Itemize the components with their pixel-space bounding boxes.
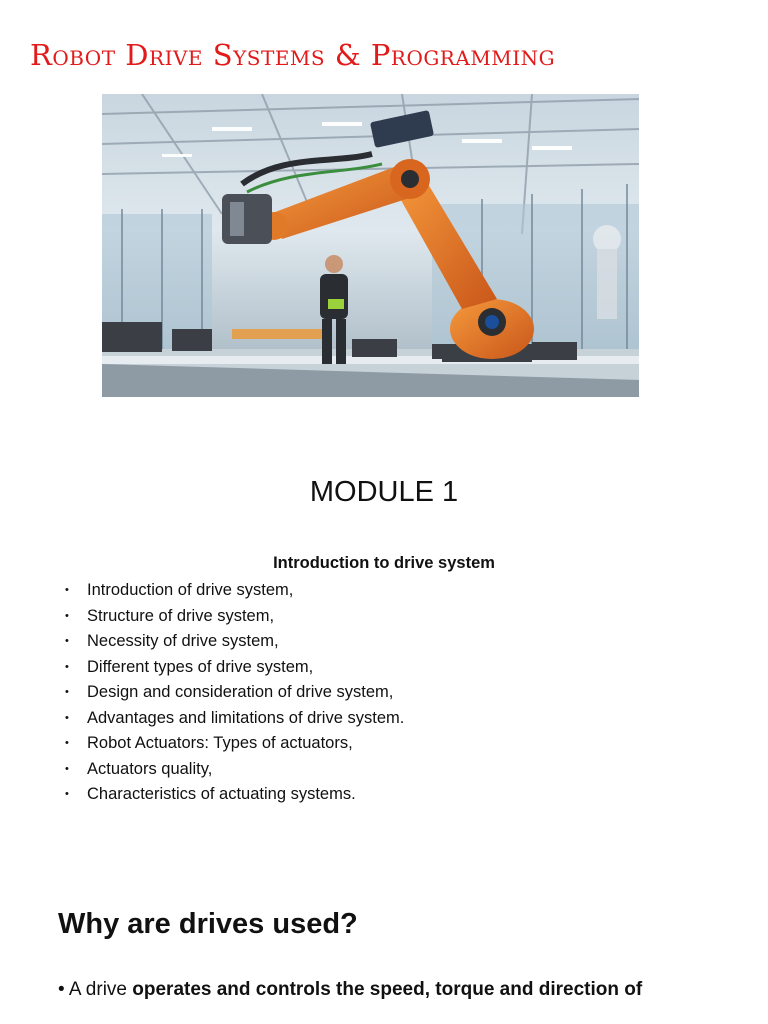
document-title: Robot Drive Systems & Programming [30, 38, 556, 72]
topic-list [62, 578, 404, 808]
list-item: • Introduction of drive system, [62, 578, 404, 604]
list-item: • Actuators quality, [62, 757, 404, 783]
bullet-icon: • [65, 635, 69, 647]
drive-description-bold: operates and controls the speed, torque and direction of [132, 979, 643, 1000]
list-item: • Characteristics of actuating systems. [62, 782, 404, 808]
bullet-icon: • [65, 686, 69, 698]
drive-description: • A drive operates and controls the speed, torque and direction of [58, 979, 643, 1000]
bullet-icon: • [65, 711, 69, 724]
bullet-icon: • [65, 609, 69, 622]
section-subheading: Introduction to drive system [273, 554, 495, 572]
robot-arm-photo [102, 94, 639, 397]
list-item: • Design and consideration of drive system, [62, 680, 404, 706]
list-item: • Advantages and limitations of drive system. [62, 706, 404, 732]
module-label: MODULE 1 [309, 476, 459, 508]
bullet-icon: • [58, 979, 65, 1000]
list-item: • Robot Actuators: Types of actuators, [62, 731, 404, 757]
list-item: • Different types of drive system, [62, 655, 404, 681]
why-heading: Why are drives used? [58, 908, 358, 940]
list-item: • Necessity of drive system, [62, 629, 404, 655]
bullet-icon: • [65, 584, 69, 596]
list-item: • Structure of drive system, [62, 604, 404, 630]
bullet-icon: • [65, 660, 69, 673]
bullet-icon: • [65, 737, 69, 749]
bullet-icon: • [65, 788, 69, 800]
bullet-icon: • [65, 762, 69, 775]
